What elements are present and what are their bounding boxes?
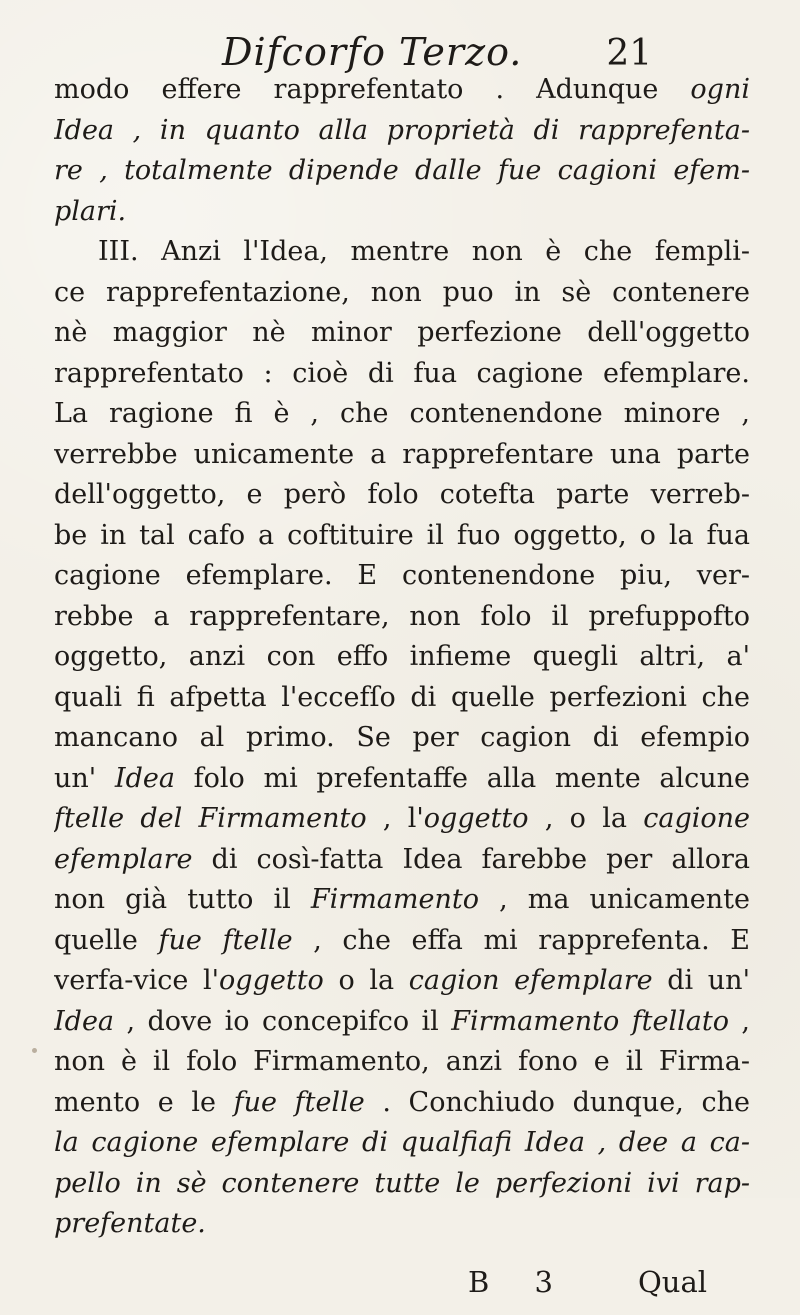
- text-line: [54, 921, 750, 962]
- text-line: [54, 759, 750, 800]
- roman-text: mento e le: [54, 1086, 234, 1118]
- text-line: [54, 70, 750, 111]
- text-line: [54, 475, 750, 516]
- text-line: [54, 435, 750, 476]
- roman-text: cagione efemplare. E contenendone piu, ver-: [54, 560, 750, 591]
- text-line: [54, 718, 750, 759]
- roman-text: , che effa mi rapprefenta. E: [292, 924, 750, 956]
- roman-text: modo effere rapprefentato . Adunque: [54, 74, 691, 105]
- text-line: [54, 597, 750, 638]
- text-line: [54, 192, 750, 233]
- roman-text: rapprefentato : cioè di fua cagione efemplare.: [54, 357, 750, 389]
- text-line: [54, 961, 750, 1002]
- italic-text: Idea: [54, 1005, 115, 1037]
- italic-text: cagion efemplare: [408, 965, 653, 996]
- text-line: [54, 880, 750, 921]
- roman-text: , ma unicamente: [478, 884, 750, 915]
- page-number: 21: [606, 33, 653, 74]
- text-line: [54, 151, 750, 192]
- roman-text: di un': [652, 965, 750, 996]
- body-text: [54, 70, 750, 1245]
- roman-text: quelle: [54, 924, 159, 956]
- roman-text: ,: [728, 1005, 750, 1037]
- roman-text: nè maggior nè minor perfezione dell'oggetto: [54, 317, 750, 348]
- italic-text: cagione: [643, 803, 750, 834]
- roman-text: quali fi afpetta l'eccefſo di quelle perfezioni che: [54, 681, 750, 713]
- roman-text: , o la: [528, 803, 644, 834]
- roman-text: oggetto, anzi con effo infieme quegli altri, a': [54, 641, 750, 672]
- roman-text: un': [54, 762, 115, 794]
- roman-text: verfa-vice l': [54, 965, 220, 996]
- footer-line: [54, 1265, 750, 1315]
- text-line: [54, 232, 750, 273]
- text-line: [54, 556, 750, 597]
- text-line: [54, 273, 750, 314]
- text-line: [54, 313, 750, 354]
- roman-text: La ragione fi è , che contenendone minore ,: [54, 398, 750, 429]
- roman-text: . Conchiudo dunque, che: [364, 1086, 750, 1118]
- italic-text: ftelle del Firmamento: [54, 803, 367, 834]
- text-line: [54, 678, 750, 719]
- italic-text: pello in sè contenere tutte le perfezioni ivi rap-: [54, 1167, 750, 1199]
- italic-text: Firmamento ftellato: [451, 1005, 729, 1037]
- italic-text: plari.: [54, 195, 127, 227]
- roman-text: ce rapprefentazione, non puo in sè contenere: [54, 276, 750, 308]
- italic-text: la cagione efemplare di qualfiafi Idea , dee a ca-: [54, 1127, 750, 1158]
- text-line: [54, 1002, 750, 1043]
- roman-text: , l': [366, 803, 424, 834]
- roman-text: di così-fatta Idea farebbe per allora: [192, 843, 750, 875]
- roman-text: dell'oggetto, e però folo cotefta parte verreb-: [54, 479, 750, 510]
- text-line: [54, 1204, 750, 1245]
- text-line: [54, 516, 750, 557]
- italic-text: fue ftelle: [233, 1086, 365, 1118]
- italic-text: fue ftelle: [158, 924, 293, 956]
- roman-text: non già tutto il: [54, 884, 311, 915]
- italic-text: Firmamento: [310, 884, 479, 915]
- roman-text: verrebbe unicamente a rapprefentare una parte: [54, 438, 750, 470]
- text-line: [54, 1123, 750, 1164]
- italic-text: ogni: [690, 74, 750, 105]
- text-line: [54, 1042, 750, 1083]
- roman-text: be in tal cafo a coftituire il fuo oggetto, o la fua: [54, 519, 750, 551]
- italic-text: Idea: [114, 762, 175, 794]
- italic-text: oggetto: [219, 965, 324, 996]
- roman-text: folo mi prefentaffe alla mente alcune: [174, 762, 750, 794]
- text-line: [54, 1083, 750, 1124]
- catchword: Qual: [638, 1264, 708, 1299]
- roman-text: rebbe a rapprefentare, non folo il prefuppofto: [54, 600, 750, 632]
- text-line: [54, 354, 750, 395]
- roman-text: non è il folo Firmamento, anzi fono e il Firma-: [54, 1046, 750, 1077]
- signature-mark: B 3: [468, 1264, 571, 1299]
- roman-text: III. Anzi l'Idea, mentre non è che fempli-: [98, 236, 750, 267]
- paper-spot: [32, 1048, 37, 1053]
- italic-text: prefentate.: [54, 1208, 206, 1239]
- roman-text: o la: [323, 965, 409, 996]
- text-line: [54, 111, 750, 152]
- italic-text: Idea , in quanto alla proprietà di rapprefenta-: [54, 114, 750, 146]
- italic-text: efemplare: [54, 843, 193, 875]
- roman-text: mancano al primo. Se per cagion di efempio: [54, 722, 750, 753]
- text-line: [54, 637, 750, 678]
- italic-text: oggetto: [423, 803, 529, 834]
- running-title: Difcorfo Terzo.: [222, 30, 523, 74]
- roman-text: , dove io concepifco il: [114, 1005, 452, 1037]
- text-line: [54, 840, 750, 881]
- text-line: [54, 799, 750, 840]
- text-line: [54, 394, 750, 435]
- italic-text: re , totalmente dipende dalle fue cagioni efem-: [54, 155, 750, 186]
